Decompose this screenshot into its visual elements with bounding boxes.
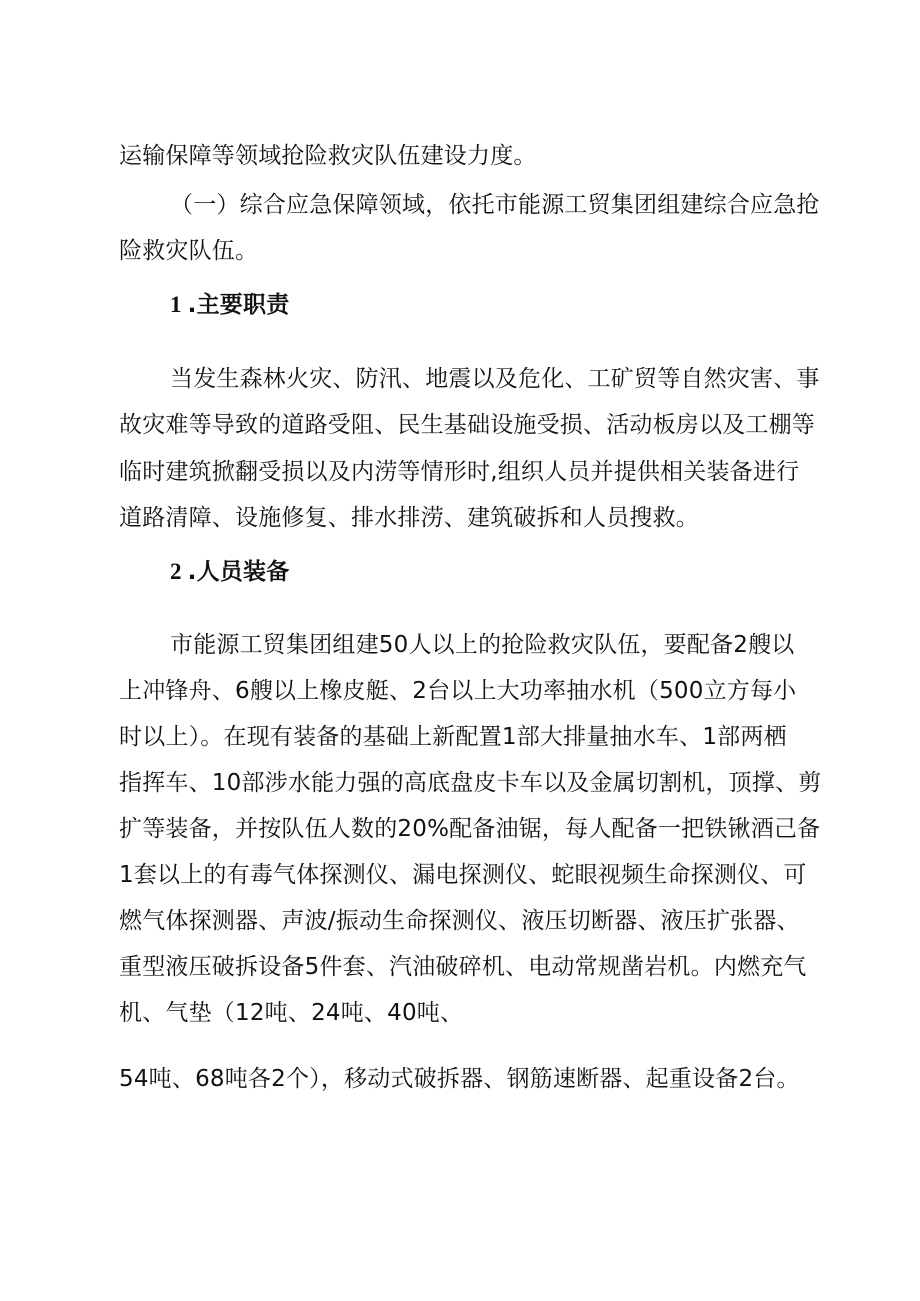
paragraph-line: 机、气垫（12吨、24吨、40吨、 [119, 1000, 464, 1026]
heading-number: 1 [170, 292, 182, 317]
paragraph-line: 上冲锋舟、6艘以上橡皮艇、2台以上大功率抽水机（500立方每小 [119, 678, 797, 704]
paragraph-line: 当发生森林火灾、防汛、地震以及危化、工矿贸等自然灾害、事 [170, 366, 820, 392]
heading-title: .人员装备 [187, 559, 290, 585]
paragraph-line: 1套以上的有毒气体探测仪、漏电探测仪、蛇眼视频生命探测仪、可 [119, 862, 807, 888]
paragraph-line: 重型液压破拆设备5件套、汽油破碎机、电动常规凿岩机。内燃充气 [119, 954, 807, 980]
paragraph-line: 扩等装备，并按队伍人数的20%配备油锯，每人配备一把铁锹酒己备 [119, 816, 821, 842]
heading-title: .主要职责 [187, 292, 290, 318]
paragraph-line: 运输保障等领域抢险救灾队伍建设力度。 [119, 143, 537, 169]
paragraph-line: 道路清障、设施修复、排水排涝、建筑破拆和人员搜救。 [119, 505, 699, 531]
paragraph-line: 时以上）。在现有装备的基础上新配置1部大排量抽水车、1部两栖 [119, 724, 787, 750]
paragraph-line: 临时建筑掀翻受损以及内涝等情形时,组织人员并提供相关装备进行 [119, 459, 800, 485]
section-heading-1 [170, 290, 289, 320]
paragraph-line: 指挥车、10部涉水能力强的高底盘皮卡车以及金属切割机，顶撑、剪 [119, 770, 822, 796]
paragraph-line: 险救灾队伍。 [119, 238, 259, 264]
paragraph-line: 市能源工贸集团组建50人以上的抢险救灾队伍，要配备2艘以 [170, 632, 795, 658]
section-heading-2 [170, 557, 289, 587]
paragraph-line: 故灾难等导致的道路受阻、民生基础设施受损、活动板房以及工棚等 [119, 412, 815, 438]
heading-number: 2 [170, 559, 182, 584]
paragraph-line: 54吨、68吨各2个），移动式破拆器、钢筋速断器、起重设备2台。 [119, 1066, 800, 1092]
paragraph-line: 燃气体探测器、声波/振动生命探测仪、液压切断器、液压扩张器、 [119, 908, 800, 934]
paragraph-line: （一）综合应急保障领域，依托市能源工贸集团组建综合应急抢 [170, 192, 820, 218]
